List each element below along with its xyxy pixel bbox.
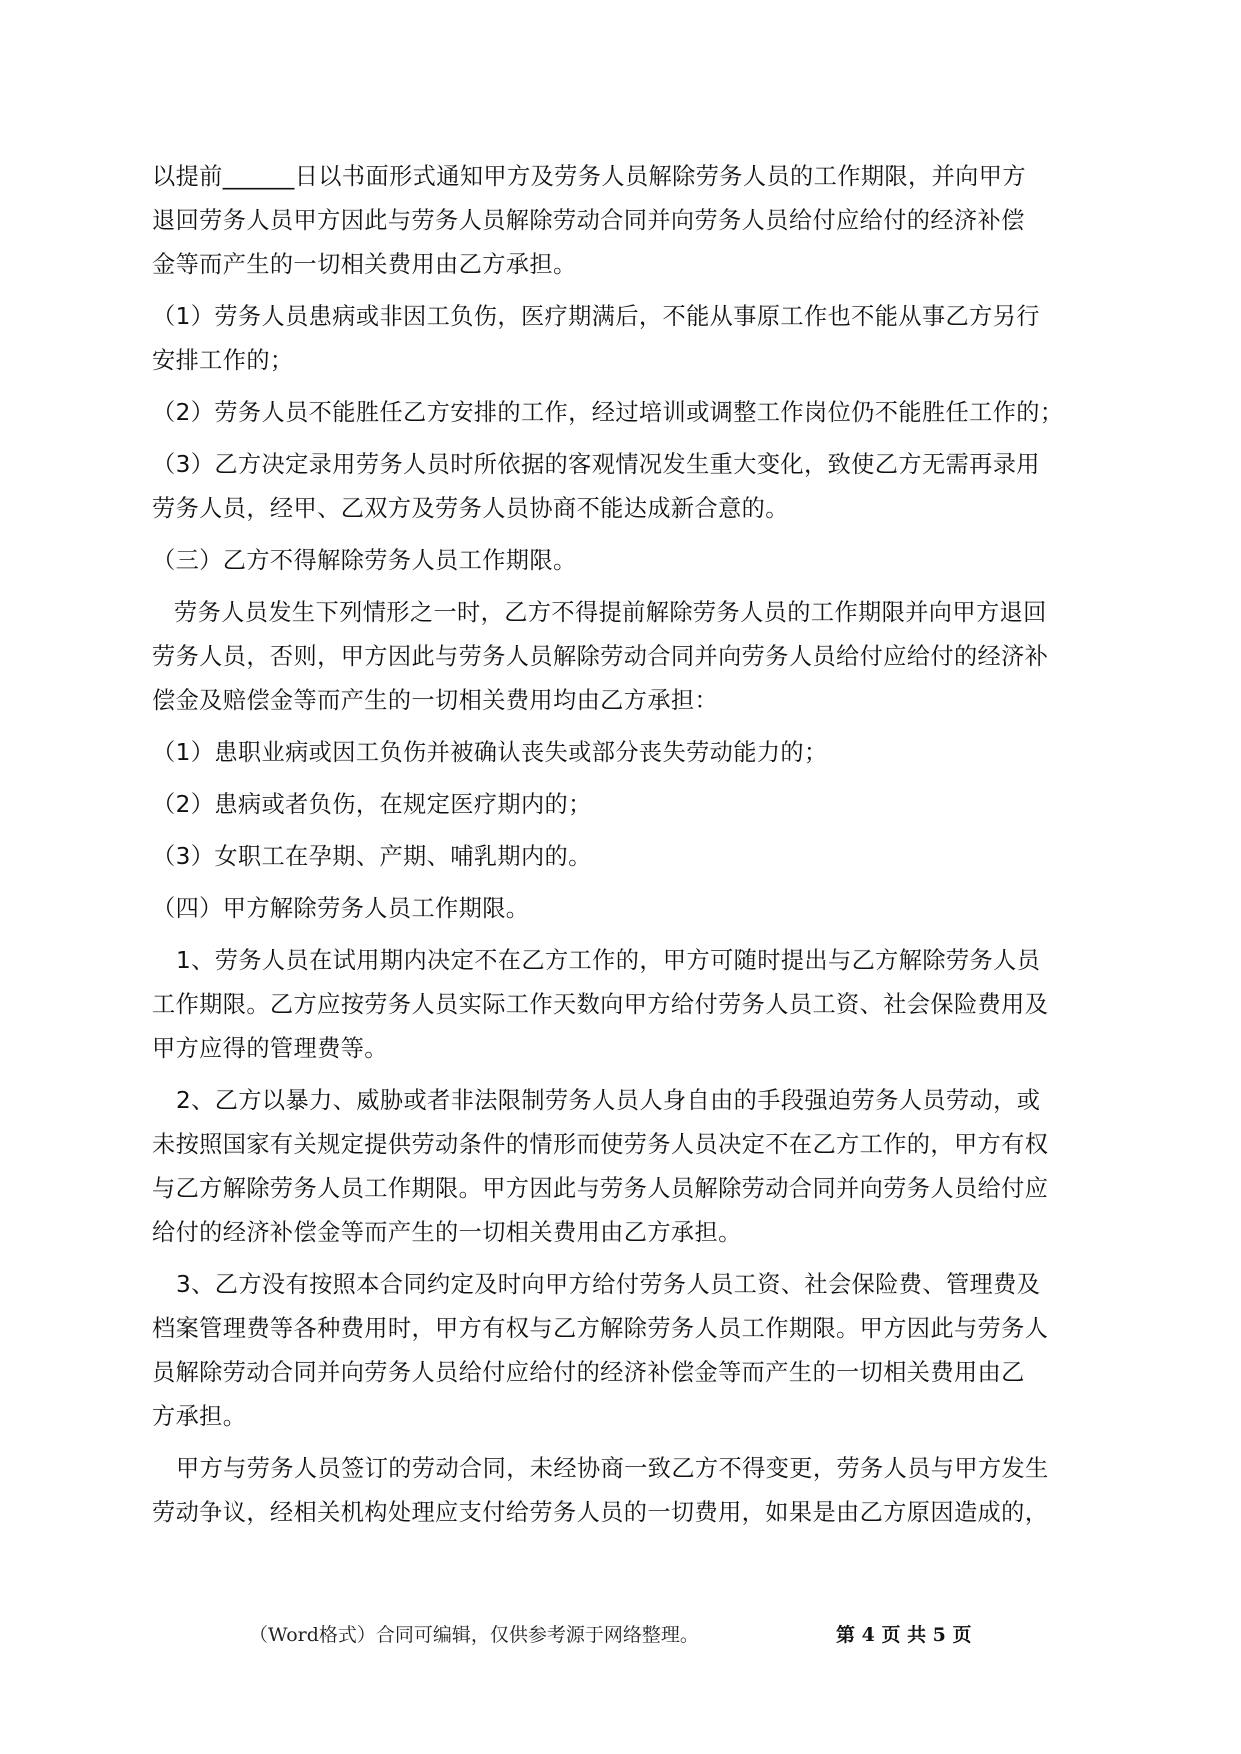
- text-line: 安排工作的；: [152, 347, 294, 374]
- text-line: 偿金及赔偿金等而产生的一切相关费用均由乙方承担：: [152, 687, 719, 714]
- text-line: 劳务人员发生下列情形之一时，乙方不得提前解除劳务人员的工作期限并向甲方退回: [174, 599, 1047, 626]
- text-line: 员解除劳动合同并向劳务人员给付应给付的经济补偿金等而产生的一切相关费用由乙: [152, 1359, 1025, 1386]
- text-line: 未按照国家有关规定提供劳动条件的情形而使劳务人员决定不在乙方工作的，甲方有权: [152, 1131, 1049, 1158]
- text-line: 以提前______日以书面形式通知甲方及劳务人员解除劳务人员的工作期限，并向甲方: [152, 163, 1026, 190]
- text-line: 工作期限。乙方应按劳务人员实际工作天数向甲方给付劳务人员工资、社会保险费用及: [152, 991, 1049, 1018]
- text-line: 档案管理费等各种费用时，甲方有权与乙方解除劳务人员工作期限。甲方因此与劳务人: [152, 1315, 1049, 1342]
- text-line: 退回劳务人员甲方因此与劳务人员解除劳动合同并向劳务人员给付应给付的经济补偿: [152, 207, 1025, 234]
- text-line: 金等而产生的一切相关费用由乙方承担。: [152, 251, 577, 278]
- text-line: （3）女职工在孕期、产期、哺乳期内的。: [152, 843, 592, 870]
- text-line: 3、乙方没有按照本合同约定及时向甲方给付劳务人员工资、社会保险费、管理费及: [176, 1271, 1041, 1298]
- text-line: 给付的经济补偿金等而产生的一切相关费用由乙方承担。: [152, 1219, 742, 1246]
- text-line: （1）劳务人员患病或非因工负伤，医疗期满后，不能从事原工作也不能从事乙方另行: [152, 303, 1040, 330]
- page-footer: [0, 1620, 1241, 1650]
- text-line: 甲方应得的管理费等。: [152, 1035, 388, 1062]
- text-line: 劳务人员，否则，甲方因此与劳务人员解除劳动合同并向劳务人员给付应给付的经济补: [152, 643, 1049, 670]
- text-line: （2）劳务人员不能胜任乙方安排的工作，经过培训或调整工作岗位仍不能胜任工作的；: [152, 399, 1064, 426]
- text-line: （四）甲方解除劳务人员工作期限。: [152, 895, 530, 922]
- text-line: 劳务人员，经甲、乙双方及劳务人员协商不能达成新合意的。: [152, 495, 789, 522]
- document-body: [152, 155, 1092, 1535]
- text-line: （2）患病或者负伤，在规定医疗期内的；: [152, 791, 592, 818]
- text-line: 方承担。: [152, 1403, 247, 1430]
- text-line: 劳动争议，经相关机构处理应支付给劳务人员的一切费用，如果是由乙方原因造成的，: [152, 1499, 1049, 1526]
- text-line: （1）患职业病或因工负伤并被确认丧失或部分丧失劳动能力的；: [152, 739, 828, 766]
- footer-note: （Word格式）合同可编辑，仅供参考源于网络整理。: [249, 1624, 699, 1646]
- page-number: 第 4 页 共 5 页: [836, 1624, 972, 1646]
- text-line: （三）乙方不得解除劳务人员工作期限。: [152, 547, 577, 574]
- text-line: 2、乙方以暴力、威胁或者非法限制劳务人员人身自由的手段强迫劳务人员劳动，或: [176, 1087, 1041, 1114]
- text-line: （3）乙方决定录用劳务人员时所依据的客观情况发生重大变化，致使乙方无需再录用: [152, 451, 1040, 478]
- text-line: 甲方与劳务人员签订的劳动合同，未经协商一致乙方不得变更，劳务人员与甲方发生: [176, 1455, 1049, 1482]
- text-line: 与乙方解除劳务人员工作期限。甲方因此与劳务人员解除劳动合同并向劳务人员给付应: [152, 1175, 1049, 1202]
- text-line: 1、劳务人员在试用期内决定不在乙方工作的，甲方可随时提出与乙方解除劳务人员: [176, 947, 1041, 974]
